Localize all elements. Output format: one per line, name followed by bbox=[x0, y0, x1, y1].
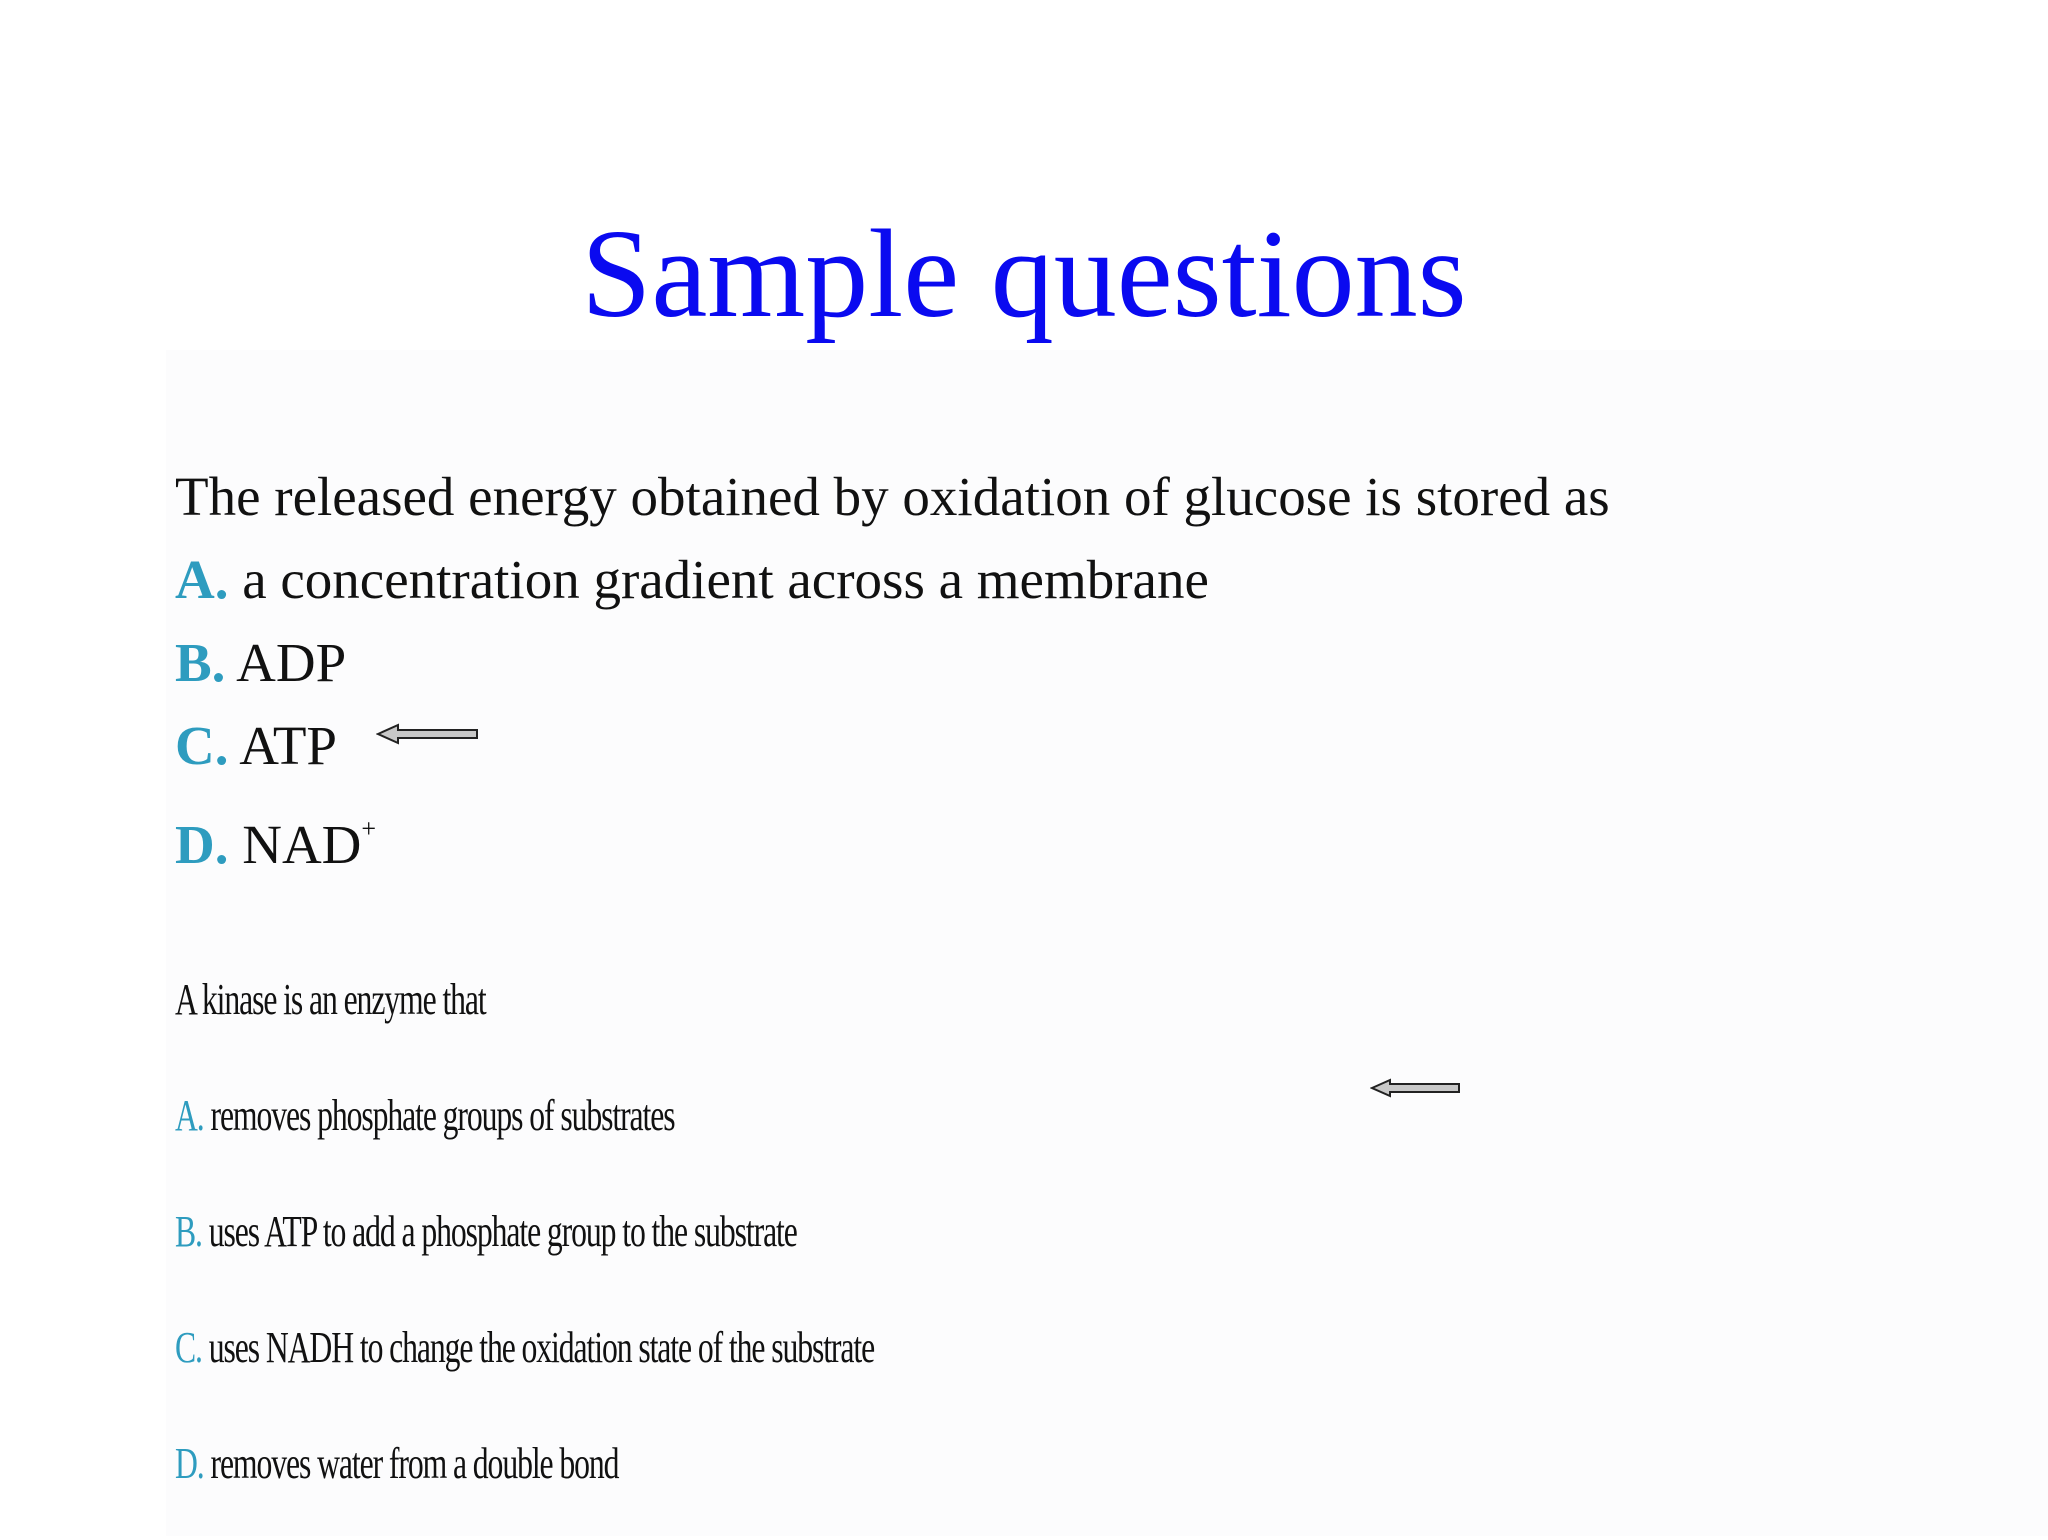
option-letter: C. bbox=[175, 1323, 202, 1372]
question-2-option-b bbox=[175, 1192, 874, 1308]
option-text: uses ATP to add a phosphate group to the substrate bbox=[208, 1207, 797, 1256]
option-text: a concentration gradient across a membrane bbox=[242, 549, 1209, 610]
left-arrow-icon bbox=[376, 723, 480, 745]
option-letter: A. bbox=[175, 549, 229, 610]
option-letter: D. bbox=[175, 814, 229, 875]
question-2-option-a bbox=[175, 1076, 874, 1192]
option-text: ADP bbox=[236, 632, 347, 693]
question-1-stem: The released energy obtained by oxidation of glucose is stored as bbox=[175, 466, 1610, 527]
left-arrow-icon bbox=[1370, 1077, 1462, 1099]
option-superscript: + bbox=[361, 814, 377, 843]
question-1-option-b bbox=[175, 621, 1610, 704]
option-text: ATP bbox=[239, 715, 338, 776]
question-2-option-d bbox=[175, 1424, 874, 1540]
question-1-option-d bbox=[175, 787, 1610, 875]
option-letter: B. bbox=[175, 632, 226, 693]
slide-title: Sample questions bbox=[581, 205, 1467, 344]
option-text: NAD bbox=[242, 814, 362, 875]
question-2 bbox=[175, 960, 1146, 1540]
question-1-option-c bbox=[175, 704, 1610, 787]
option-text: removes phosphate groups of substrates bbox=[210, 1091, 675, 1140]
question-2-stem: A kinase is an enzyme that bbox=[175, 975, 486, 1024]
option-letter: B. bbox=[175, 1207, 202, 1256]
option-letter: C. bbox=[175, 715, 229, 776]
question-1 bbox=[175, 455, 1610, 875]
option-text: removes water from a double bond bbox=[210, 1439, 619, 1488]
option-text: uses NADH to change the oxidation state of the substrate bbox=[208, 1323, 875, 1372]
option-letter: A. bbox=[175, 1091, 204, 1140]
question-2-option-c bbox=[175, 1308, 874, 1424]
question-1-option-a bbox=[175, 538, 1610, 621]
option-letter: D. bbox=[175, 1439, 204, 1488]
